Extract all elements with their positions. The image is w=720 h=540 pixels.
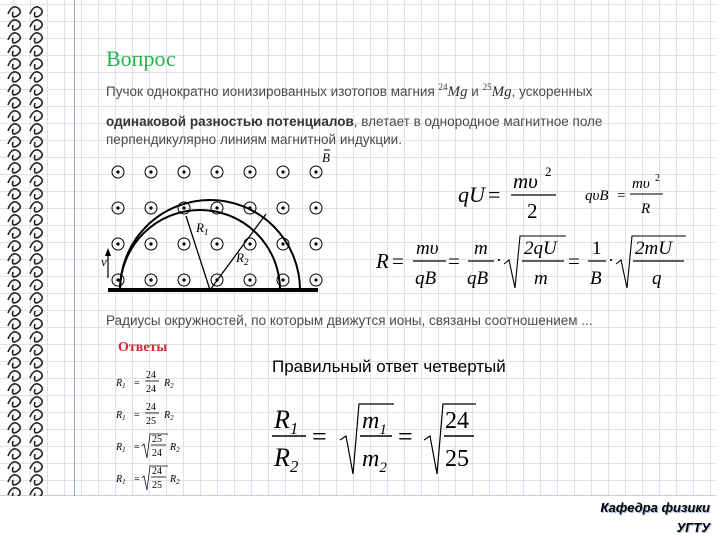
- svg-text:mυ: mυ: [513, 169, 538, 193]
- spiral-loop: [30, 293, 42, 303]
- svg-text:m: m: [474, 238, 488, 259]
- svg-text:=: =: [488, 182, 501, 207]
- spiral-loop: [30, 254, 42, 264]
- spiral-loop: [30, 267, 42, 277]
- svg-text:R2: $R_2$: [164, 378, 174, 390]
- svg-text:24: 24: [152, 448, 162, 459]
- spiral-loop: [8, 176, 20, 186]
- spiral-loop: [8, 98, 20, 108]
- force-formula: [585, 173, 663, 217]
- field-dot-center: [182, 278, 185, 281]
- field-dot-center: [281, 242, 284, 245]
- plate: [108, 288, 318, 292]
- svg-text:B: B: [590, 268, 602, 289]
- spiral-loop: [8, 449, 20, 459]
- radii-statement: Радиусы окружностей, по которым движутся ионы, связаны соотношением ...: [106, 313, 593, 328]
- spiral-loop: [30, 202, 42, 212]
- answers-title: Ответы: [118, 340, 168, 355]
- answer-option-1: [115, 370, 174, 395]
- energy-formula: [458, 164, 556, 223]
- field-dot-center: [116, 242, 119, 245]
- spiral-loop: [8, 202, 20, 212]
- svg-text:qU: qU: [458, 182, 485, 207]
- spiral-loop: [8, 59, 20, 69]
- answer-options: [112, 366, 202, 501]
- spiral-loop: [30, 449, 42, 459]
- svg-text:2: 2: [655, 173, 660, 184]
- spiral-loop: [8, 306, 20, 316]
- field-dot-center: [314, 206, 317, 209]
- svg-text:R2: $R_2$: [170, 474, 180, 486]
- question-bold-phrase: одинаковой разностью потенциалов: [106, 114, 354, 129]
- svg-text:=: =: [568, 249, 580, 273]
- spiral-loop: [8, 33, 20, 43]
- spiral-loop: [8, 124, 20, 134]
- spiral-loop: [30, 397, 42, 407]
- spiral-loop: [8, 20, 20, 30]
- spiral-loop: [30, 423, 42, 433]
- spiral-loop: [8, 72, 20, 82]
- spiral-loop: [30, 410, 42, 420]
- svg-text:R2: $R_2$: [170, 442, 180, 454]
- question-line-1: [106, 74, 706, 105]
- magnetic-field-diagram: [100, 148, 330, 301]
- field-dot-center: [314, 278, 317, 281]
- spiral-loop: [30, 384, 42, 394]
- spiral-loop: [30, 488, 42, 496]
- spiral-loop: [30, 280, 42, 290]
- svg-text:R2: $R_2$: [164, 410, 174, 422]
- svg-text:=: =: [134, 378, 140, 389]
- department-name: Кафедра физики: [600, 500, 710, 515]
- field-dot-center: [149, 278, 152, 281]
- svg-text:m1: $m_1$: [362, 408, 387, 438]
- svg-text:24: 24: [146, 402, 156, 413]
- spiral-loop: [8, 475, 20, 485]
- svg-text:=: =: [134, 410, 140, 421]
- isotope-mg25: $^{25}$Mg: [482, 82, 512, 100]
- spiral-loop: [30, 371, 42, 381]
- spiral-loop: [30, 345, 42, 355]
- spiral-loop: [8, 345, 20, 355]
- svg-text:=: =: [392, 249, 404, 273]
- spiral-loop: [30, 189, 42, 199]
- spiral-loop: [8, 46, 20, 56]
- spiral-loop: [30, 111, 42, 121]
- svg-text:R1: $R_1$: [274, 405, 299, 438]
- final-ratio-formula: [268, 400, 488, 485]
- conjunction: и: [471, 84, 479, 99]
- spiral-loop: [8, 7, 20, 17]
- spiral-loop: [8, 150, 20, 160]
- field-dot-center: [182, 242, 185, 245]
- spiral-loop: [30, 228, 42, 238]
- field-dot-center: [281, 170, 284, 173]
- spiral-loop: [8, 397, 20, 407]
- svg-text:R1: $R_1$: [116, 442, 126, 454]
- radius1-label: $R_1$: [196, 220, 209, 237]
- spiral-loop: [30, 59, 42, 69]
- spiral-loop: [30, 358, 42, 368]
- field-dot-center: [149, 242, 152, 245]
- spiral-loop: [8, 189, 20, 199]
- svg-text:mυ: mυ: [416, 238, 439, 259]
- isotope-mg24: $^{24}$Mg: [438, 82, 468, 100]
- svg-text:R1: $R_1$: [116, 378, 126, 390]
- spiral-loop: [30, 150, 42, 160]
- spiral-loop: [30, 7, 42, 17]
- spiral-loop: [30, 332, 42, 342]
- spiral-loop: [8, 254, 20, 264]
- spiral-loop: [30, 85, 42, 95]
- answer-option-3: [115, 434, 180, 459]
- svg-text:qυB: qυB: [585, 188, 609, 204]
- spiral-loop: [8, 280, 20, 290]
- spiral-loop: [8, 228, 20, 238]
- svg-text:24: 24: [146, 384, 156, 395]
- spiral-loop: [30, 306, 42, 316]
- spiral-loop: [8, 163, 20, 173]
- svg-text:=: =: [312, 422, 327, 451]
- spiral-loop: [8, 215, 20, 225]
- field-dot-center: [215, 206, 218, 209]
- university-name: УГТУ: [676, 520, 710, 535]
- spiral-loop: [8, 332, 20, 342]
- svg-text:24: 24: [152, 466, 162, 477]
- svg-text:=: =: [617, 188, 626, 204]
- answer-option-2: [115, 402, 174, 427]
- spiral-loop: [30, 33, 42, 43]
- svg-text:25: 25: [146, 416, 156, 427]
- trajectory-outer: [120, 200, 300, 290]
- svg-text:m: m: [534, 268, 548, 289]
- spiral-loop: [30, 46, 42, 56]
- field-dot-center: [182, 206, 185, 209]
- field-dot-center: [116, 278, 119, 281]
- field-dot-center: [116, 206, 119, 209]
- svg-text:R2: $R_2$: [274, 443, 299, 476]
- spiral-loop: [8, 488, 20, 496]
- spiral-loop: [30, 163, 42, 173]
- svg-text:2: 2: [527, 199, 538, 223]
- field-dot-center: [281, 206, 284, 209]
- field-dot-center: [314, 170, 317, 173]
- spiral-loop: [8, 111, 20, 121]
- radius2-label: $R_2$: [236, 250, 249, 267]
- spiral-loop: [8, 410, 20, 420]
- spiral-loop: [30, 124, 42, 134]
- svg-text:2mU: 2mU: [635, 238, 672, 259]
- svg-text:R1: $R_1$: [116, 474, 126, 486]
- spiral-binding: [0, 0, 60, 496]
- margin-line: [74, 0, 75, 496]
- svg-text:qB: qB: [415, 268, 437, 289]
- svg-text:24: 24: [445, 408, 469, 434]
- field-dot-center: [215, 242, 218, 245]
- svg-text:·: ·: [608, 250, 614, 270]
- svg-text:mυ: mυ: [632, 176, 650, 192]
- svg-text:qB: qB: [467, 268, 489, 289]
- field-dot-center: [281, 278, 284, 281]
- spiral-loop: [8, 358, 20, 368]
- question-suffix: , ускоренных: [511, 84, 593, 99]
- field-dot-center: [149, 170, 152, 173]
- spiral-loop: [30, 72, 42, 82]
- question-prefix: Пучок однократно ионизированных изотопов магния: [106, 84, 435, 99]
- spiral-loop: [30, 215, 42, 225]
- spiral-loop: [30, 137, 42, 147]
- spiral-loop: [8, 319, 20, 329]
- field-dots: [112, 166, 322, 286]
- field-dot-center: [116, 170, 119, 173]
- svg-text:=: =: [134, 474, 140, 485]
- svg-text:q: q: [652, 268, 662, 289]
- svg-text:=: =: [448, 249, 460, 273]
- department-label: [590, 498, 710, 538]
- spiral-loop: [8, 241, 20, 251]
- svg-text:25: 25: [152, 480, 162, 491]
- question-text: [106, 74, 706, 153]
- svg-text:24: 24: [146, 370, 156, 381]
- svg-text:R: R: [641, 201, 651, 217]
- question-line-2-rest: , влетает в однородное магнитное поле: [353, 114, 603, 129]
- spiral-loop: [30, 98, 42, 108]
- field-dot-center: [182, 170, 185, 173]
- svg-text:m2: $m_2$: [362, 446, 387, 476]
- spiral-loop: [30, 176, 42, 186]
- svg-text:R1: $R_1$: [116, 410, 126, 422]
- question-line-3: перпендикулярно линиям магнитной индукции.: [106, 132, 402, 147]
- field-dot-center: [248, 242, 251, 245]
- field-dot-center: [248, 170, 251, 173]
- svg-text:1: 1: [592, 238, 602, 259]
- slide-title: Вопрос: [106, 46, 176, 71]
- spiral-loop: [8, 267, 20, 277]
- spiral-loop: [8, 85, 20, 95]
- spiral-loop: [30, 462, 42, 472]
- svg-text:=: =: [134, 442, 140, 453]
- correct-answer: Правильный ответ четвертый: [272, 357, 506, 376]
- field-dot-center: [314, 242, 317, 245]
- spiral-loop: [8, 371, 20, 381]
- svg-text:2: 2: [545, 164, 552, 179]
- svg-text:25: 25: [152, 434, 162, 445]
- svg-text:25: 25: [445, 446, 469, 472]
- field-dot-center: [248, 278, 251, 281]
- velocity-label: v: [101, 254, 107, 269]
- svg-text:·: ·: [496, 250, 502, 270]
- svg-text:=: =: [398, 422, 413, 451]
- radius-formula: [375, 236, 686, 289]
- spiral-loop: [30, 436, 42, 446]
- spiral-loop: [8, 384, 20, 394]
- spiral-loop: [30, 241, 42, 251]
- svg-text:R: R: [376, 249, 389, 273]
- formula-block: [370, 160, 710, 305]
- spiral-loop: [30, 20, 42, 30]
- spiral-loop: [30, 319, 42, 329]
- spiral-loop: [8, 462, 20, 472]
- spiral-loop: [8, 293, 20, 303]
- field-dot-center: [149, 206, 152, 209]
- answer-option-4: [115, 466, 180, 491]
- spiral-loop: [8, 137, 20, 147]
- field-dot-center: [215, 170, 218, 173]
- spiral-loop: [8, 436, 20, 446]
- spiral-loop: [30, 475, 42, 485]
- spiral-loop: [8, 423, 20, 433]
- svg-text:2qU: 2qU: [524, 238, 557, 259]
- field-label: B: [322, 150, 330, 165]
